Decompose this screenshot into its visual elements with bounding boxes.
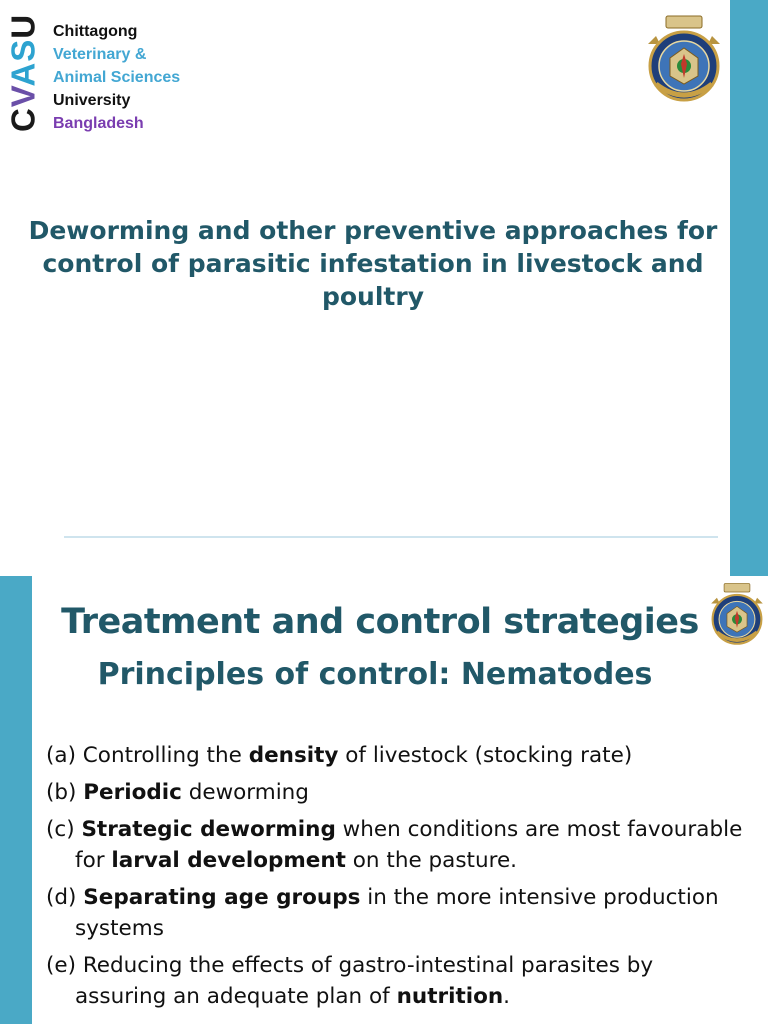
list-item <box>46 740 746 771</box>
acronym-letter: C <box>4 106 42 132</box>
accent-bar <box>730 0 768 576</box>
acronym-letter: S <box>4 38 42 62</box>
divider-line <box>64 536 718 538</box>
point-text: (e) Reducing the effects of gastro-intestinal parasites by assuring an adequate plan of <box>46 953 654 1009</box>
control-points-list <box>46 740 746 1018</box>
acronym-letter: A <box>4 61 42 87</box>
university-name <box>53 20 180 135</box>
university-name-line: Veterinary & <box>53 46 147 63</box>
acronym-letter: V <box>4 86 42 107</box>
list-item <box>46 950 746 1012</box>
point-text: deworming <box>181 780 309 805</box>
university-name-line: Animal Sciences <box>53 69 181 86</box>
university-seal-icon <box>646 14 722 106</box>
point-emphasis: larval development <box>111 848 346 873</box>
presentation-title-line: Deworming and other preventive approaches for <box>28 216 718 245</box>
slide-title: Treatment and control strategies <box>61 602 699 642</box>
university-name-line: University <box>53 92 131 109</box>
point-text: (c) <box>46 817 82 842</box>
point-text: . <box>503 984 511 1009</box>
point-text: (d) <box>46 885 84 910</box>
list-item <box>46 777 746 808</box>
accent-bar <box>0 576 32 1024</box>
point-emphasis: Periodic <box>83 780 182 805</box>
point-emphasis: density <box>248 743 339 768</box>
presentation-title-line: control of parasitic infestation in livestock and <box>42 249 704 278</box>
point-emphasis: Strategic deworming <box>81 817 336 842</box>
point-emphasis: Separating age groups <box>83 885 361 910</box>
university-name-line: Bangladesh <box>53 115 144 132</box>
presentation-title <box>20 214 726 313</box>
list-item <box>46 882 746 944</box>
list-item <box>46 814 746 876</box>
point-emphasis: nutrition <box>396 984 504 1009</box>
point-text: on the pasture. <box>345 848 518 873</box>
point-text: in the more intensive production systems <box>75 885 719 941</box>
point-text: (a) Controlling the <box>46 743 249 768</box>
point-text: when conditions are most favourable for <box>75 817 743 873</box>
point-text: (b) <box>46 780 84 805</box>
point-text: of livestock (stocking rate) <box>338 743 633 768</box>
acronym-letter: U <box>4 13 42 39</box>
university-name-line: Chittagong <box>53 23 138 40</box>
cvasu-acronym-logo <box>4 10 42 135</box>
slide-subtitle: Principles of control: Nematodes <box>97 657 653 692</box>
presentation-title-line: poultry <box>321 282 424 311</box>
